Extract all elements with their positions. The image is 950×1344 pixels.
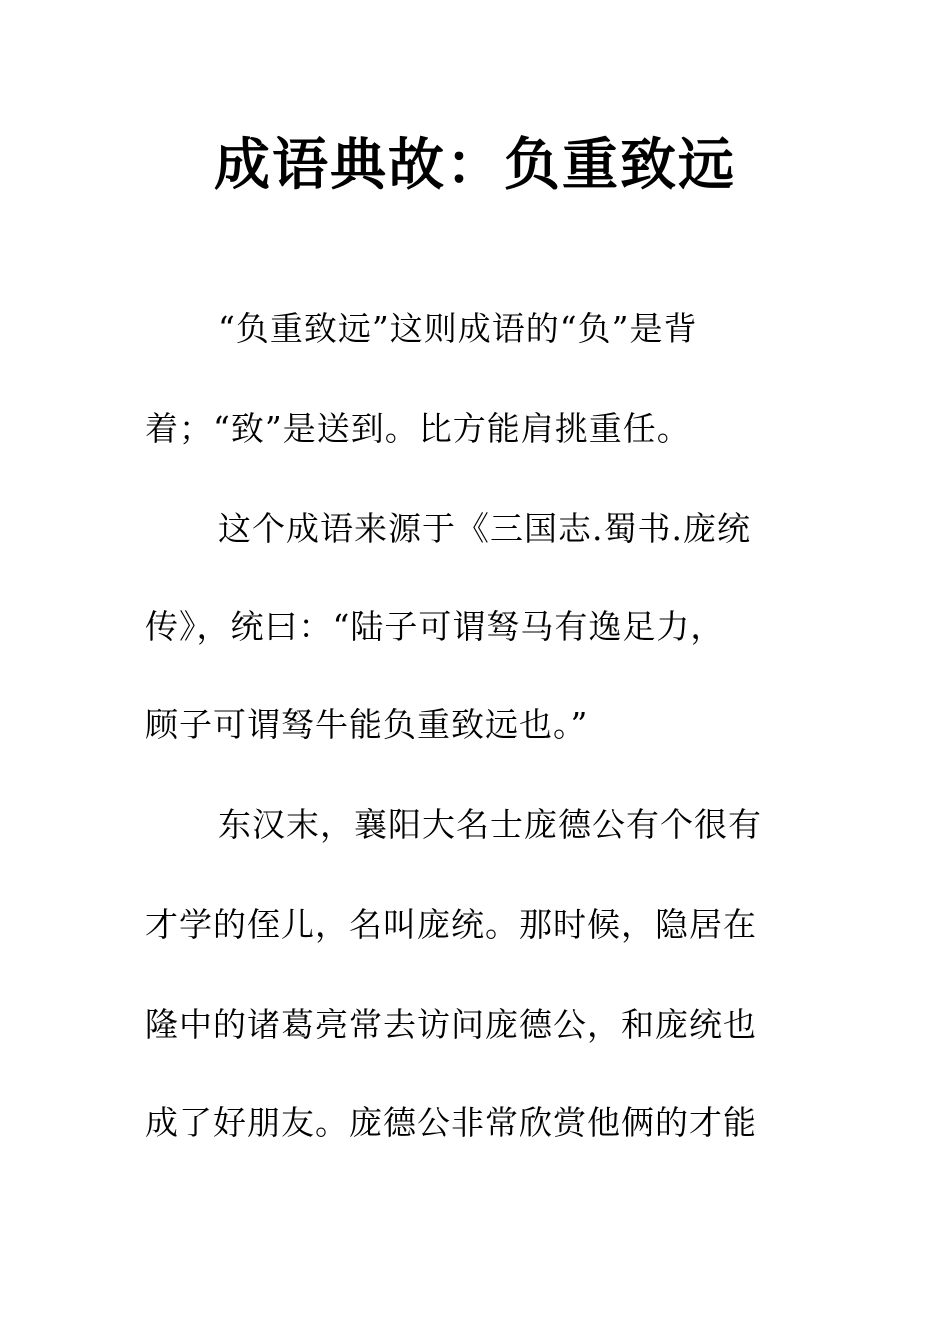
paragraph-line: 东汉末，襄阳大名士庞德公有个很有: [218, 805, 762, 844]
paragraph-line: 成了好朋友。庞德公非常欣赏他俩的才能: [145, 1103, 757, 1142]
document-title: 成语典故：负重致远: [214, 133, 736, 198]
paragraph-line: 传》，统曰：“陆子可谓驽马有逸足力，: [145, 607, 725, 646]
paragraph-line: 着；“致”是送到。比方能肩挑重任。: [145, 409, 691, 448]
paragraph-line: “负重致远”这则成语的“负”是背: [218, 309, 698, 348]
paragraph-line: 才学的侄儿，名叫庞统。那时候，隐居在: [145, 905, 757, 944]
paragraph-line: 顾子可谓驽牛能负重致远也。”: [145, 705, 589, 744]
paragraph-line: 隆中的诸葛亮常去访问庞德公，和庞统也: [145, 1005, 757, 1044]
paragraph-line: 这个成语来源于《三国志.蜀书.庞统: [218, 509, 751, 548]
